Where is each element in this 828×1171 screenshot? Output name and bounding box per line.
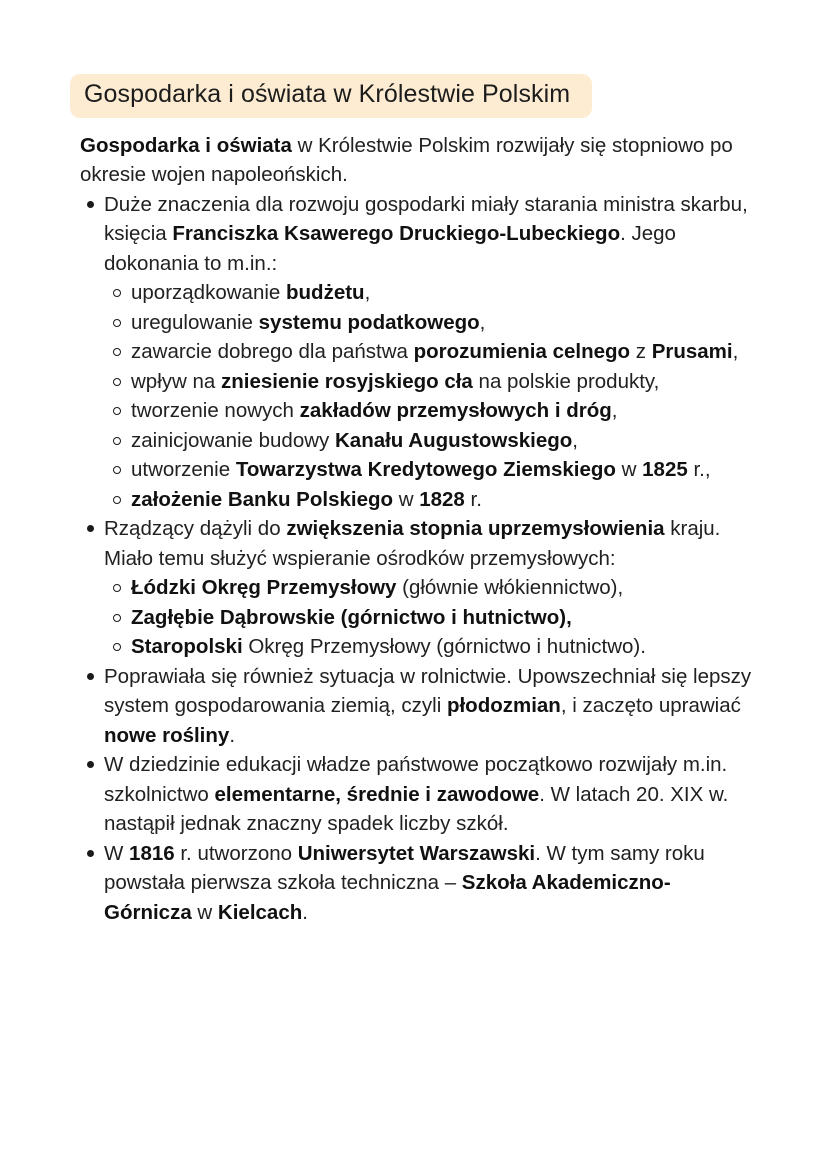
bold-text-run: płodozmian (446, 694, 561, 717)
text-run: w (393, 487, 420, 511)
bold-text-run: Franciszka Ksawerego Druckiego-Lubeckiego (172, 222, 621, 245)
page-title-highlight (70, 74, 592, 118)
bullet-disc-icon (87, 673, 94, 680)
text-run: tworzenie nowych (131, 399, 300, 422)
bullet-circle-icon (113, 614, 121, 622)
bold-text-run: Łódzki Okręg Przemysłowy (131, 576, 397, 599)
bold-text-run: elementarne, średnie i zawodowe (214, 782, 540, 806)
text-run: Rządzący dążyli do (104, 517, 287, 540)
sub-bullet-item (104, 337, 752, 367)
bullet-circle-icon (113, 319, 121, 327)
bullet-circle-icon (113, 643, 121, 651)
text-run: r., (687, 458, 711, 481)
text-run: . (302, 900, 308, 924)
bold-text-run: Uniwersytet Warszawski (297, 841, 536, 865)
bold-text-run: Towarzystwa Kredytowego Ziemskiego (235, 458, 616, 481)
bold-text-run: nowe rośliny (104, 723, 230, 747)
bullet-item (80, 514, 752, 662)
text-run: zawarcie dobrego dla państwa (131, 340, 414, 363)
bold-text-run: 1825 (642, 458, 688, 481)
text-run: w (191, 900, 218, 924)
sub-bullet-item (104, 308, 752, 338)
text-run: na polskie produkty, (472, 369, 660, 393)
sub-bullet-list (104, 278, 752, 514)
text-run: , (572, 428, 578, 452)
page-title: Gospodarka i oświata w Królestwie Polskim (84, 80, 571, 108)
text-run: W (104, 841, 130, 865)
text-run: (głównie włókiennictwo), (396, 576, 624, 599)
bold-text-run: Prusami (651, 340, 733, 363)
bullet-disc-icon (87, 201, 94, 208)
text-run: r. (464, 487, 482, 511)
bold-text-run: Kanału Augustowskiego (334, 428, 573, 452)
bold-text-run: porozumienia celnego (413, 340, 631, 363)
bullet-circle-icon (113, 466, 121, 474)
bold-text-run: zniesienie rosyjskiego cła (221, 369, 473, 393)
sub-bullet-item (104, 573, 752, 603)
text-run: uporządkowanie (131, 281, 286, 304)
bold-text-run: 1828 (419, 487, 465, 511)
text-run: , (364, 281, 371, 304)
bold-text-run: Kielcach (217, 900, 303, 924)
text-run: , i zaczęto uprawiać (560, 694, 741, 717)
bullet-item (80, 662, 752, 751)
bullet-circle-icon (113, 289, 121, 297)
text-run: w (615, 458, 643, 481)
bullet-disc-icon (87, 850, 94, 857)
sub-bullet-item (104, 455, 752, 485)
bullet-list (80, 190, 752, 928)
text-run: . W latach 20. XIX w. nastąpił jednak znaczny spadek liczby szkół. (104, 782, 729, 835)
bold-text-run: założenie Banku Polskiego (131, 487, 394, 511)
text-run: zainicjowanie budowy (131, 428, 335, 452)
bold-text-run: zwiększenia stopnia uprzemysłowienia (286, 517, 665, 540)
text-run: W dziedzinie edukacji władze państwowe początkowo rozwijały m.in. szkolnictwo (104, 753, 728, 806)
page-content (80, 131, 752, 928)
bullet-disc-icon (87, 525, 94, 532)
text-run: Okręg Przemysłowy (górnictwo i hutnictwo). (242, 635, 646, 658)
bold-text-run: Staropolski (131, 635, 243, 658)
sub-bullet-list (104, 573, 752, 662)
text-run: , (611, 399, 618, 422)
bold-text-run: budżetu (286, 281, 365, 304)
text-run: r. utworzono (174, 841, 298, 865)
bold-text-run: Zagłębie Dąbrowskie (górnictwo i hutnictwo), (131, 605, 572, 629)
bullet-circle-icon (113, 378, 121, 386)
bold-text-run: Gospodarka i oświata (80, 133, 292, 157)
sub-bullet-item (104, 632, 752, 662)
text-run: , (479, 310, 486, 334)
text-run: utworzenie (131, 458, 236, 481)
bullet-circle-icon (113, 496, 121, 504)
text-run: . W tym samy roku powstała pierwsza szkoła techniczna – (104, 841, 705, 894)
text-run: uregulowanie (131, 310, 259, 334)
text-run: z (630, 340, 652, 363)
sub-bullet-item (104, 396, 752, 426)
intro-paragraph (80, 131, 752, 190)
bullet-circle-icon (113, 437, 121, 445)
text-run: , (732, 340, 739, 363)
bullet-circle-icon (113, 407, 121, 415)
bullet-circle-icon (113, 348, 121, 356)
text-run: kraju. Miało temu służyć wspieranie ośrodków przemysłowych: (104, 517, 721, 570)
text-run: w Królestwie Polskim rozwijały się stopniowo po okresie wojen napoleońskich. (80, 133, 733, 186)
text-run: . (229, 723, 236, 747)
bullet-disc-icon (87, 761, 94, 768)
bold-text-run: 1816 (129, 841, 175, 865)
bullet-item (80, 750, 752, 839)
sub-bullet-item (104, 278, 752, 308)
bullet-item (80, 839, 752, 928)
bullet-circle-icon (113, 584, 121, 592)
sub-bullet-item (104, 426, 752, 456)
sub-bullet-item (104, 485, 752, 515)
text-run: Poprawiała się również sytuacja w rolnictwie. Upowszechniał się lepszy system gospodarowania ziemią, czyli (104, 664, 752, 717)
bold-text-run: Szkoła Akademiczno-Górnicza (104, 871, 671, 924)
bold-text-run: zakładów przemysłowych i dróg (299, 399, 612, 422)
sub-bullet-item (104, 603, 752, 633)
bold-text-run: systemu podatkowego (258, 310, 480, 334)
text-run: . Jego dokonania to m.in.: (104, 222, 676, 275)
sub-bullet-item (104, 367, 752, 397)
bullet-item (80, 190, 752, 515)
text-run: Duże znaczenia dla rozwoju gospodarki miały starania ministra skarbu, księcia (104, 192, 748, 245)
text-run: wpływ na (131, 369, 222, 393)
